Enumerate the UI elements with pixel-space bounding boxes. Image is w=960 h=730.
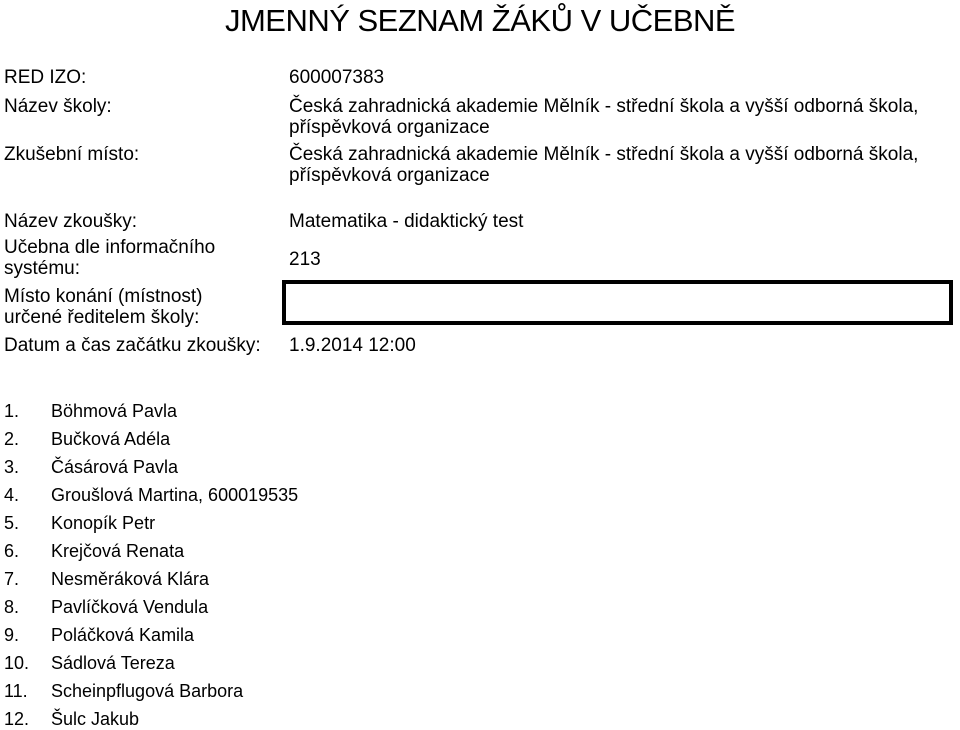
student-number: 10. bbox=[4, 653, 30, 673]
student-name: Scheinpflugová Barbora bbox=[51, 681, 244, 701]
venue-label-line2: určené ředitelem školy: bbox=[4, 307, 200, 328]
student-name: Sádlová Tereza bbox=[51, 653, 175, 673]
exam-name-value: Matematika - didaktický test bbox=[289, 211, 524, 232]
student-number: 2. bbox=[4, 429, 20, 449]
student-name: Poláčková Kamila bbox=[51, 625, 195, 645]
student-number: 12. bbox=[4, 709, 30, 729]
student-name: Konopík Petr bbox=[51, 513, 156, 533]
student-name: Bučková Adéla bbox=[51, 429, 171, 449]
classroom-label-line2: systému: bbox=[4, 258, 81, 279]
student-number: 4. bbox=[4, 485, 20, 505]
start-value: 1.9.2014 12:00 bbox=[289, 335, 416, 356]
red-izo-value: 600007383 bbox=[289, 67, 385, 88]
student-number: 9. bbox=[4, 625, 20, 645]
exam-place-line2: příspěvková organizace bbox=[289, 165, 490, 186]
student-number: 5. bbox=[4, 513, 20, 533]
student-number: 7. bbox=[4, 569, 20, 589]
page-title: JMENNÝ SEZNAM ŽÁKŮ V UČEBNĚ bbox=[224, 3, 736, 38]
student-name: Groušlová Martina, 600019535 bbox=[51, 485, 299, 505]
exam-name-label: Název zkoušky: bbox=[4, 211, 138, 232]
exam-place-label: Zkušební místo: bbox=[4, 144, 140, 165]
student-number: 3. bbox=[4, 457, 20, 477]
venue-label-line1: Místo konání (místnost) bbox=[4, 286, 203, 307]
school-name-label: Název školy: bbox=[4, 96, 112, 117]
classroom-label-line1: Učebna dle informačního bbox=[4, 237, 216, 258]
student-number: 11. bbox=[4, 681, 28, 701]
student-name: Čásárová Pavla bbox=[51, 457, 179, 477]
venue-value-box bbox=[282, 280, 953, 325]
exam-place-line1: Česká zahradnická akademie Mělník - střední škola a vyšší odborná škola, bbox=[289, 144, 919, 165]
student-number: 6. bbox=[4, 541, 20, 561]
student-number: 8. bbox=[4, 597, 20, 617]
student-name: Böhmová Pavla bbox=[51, 401, 178, 421]
student-name: Šulc Jakub bbox=[51, 709, 140, 729]
start-label: Datum a čas začátku zkoušky: bbox=[4, 335, 261, 356]
student-number: 1. bbox=[4, 401, 20, 421]
student-name: Krejčová Renata bbox=[51, 541, 185, 561]
school-name-line2: příspěvková organizace bbox=[289, 117, 490, 138]
student-name: Pavlíčková Vendula bbox=[51, 597, 209, 617]
student-name: Nesměráková Klára bbox=[51, 569, 210, 589]
classroom-value: 213 bbox=[289, 249, 321, 270]
school-name-line1: Česká zahradnická akademie Mělník - střední škola a vyšší odborná škola, bbox=[289, 96, 919, 117]
red-izo-label: RED IZO: bbox=[4, 67, 87, 88]
